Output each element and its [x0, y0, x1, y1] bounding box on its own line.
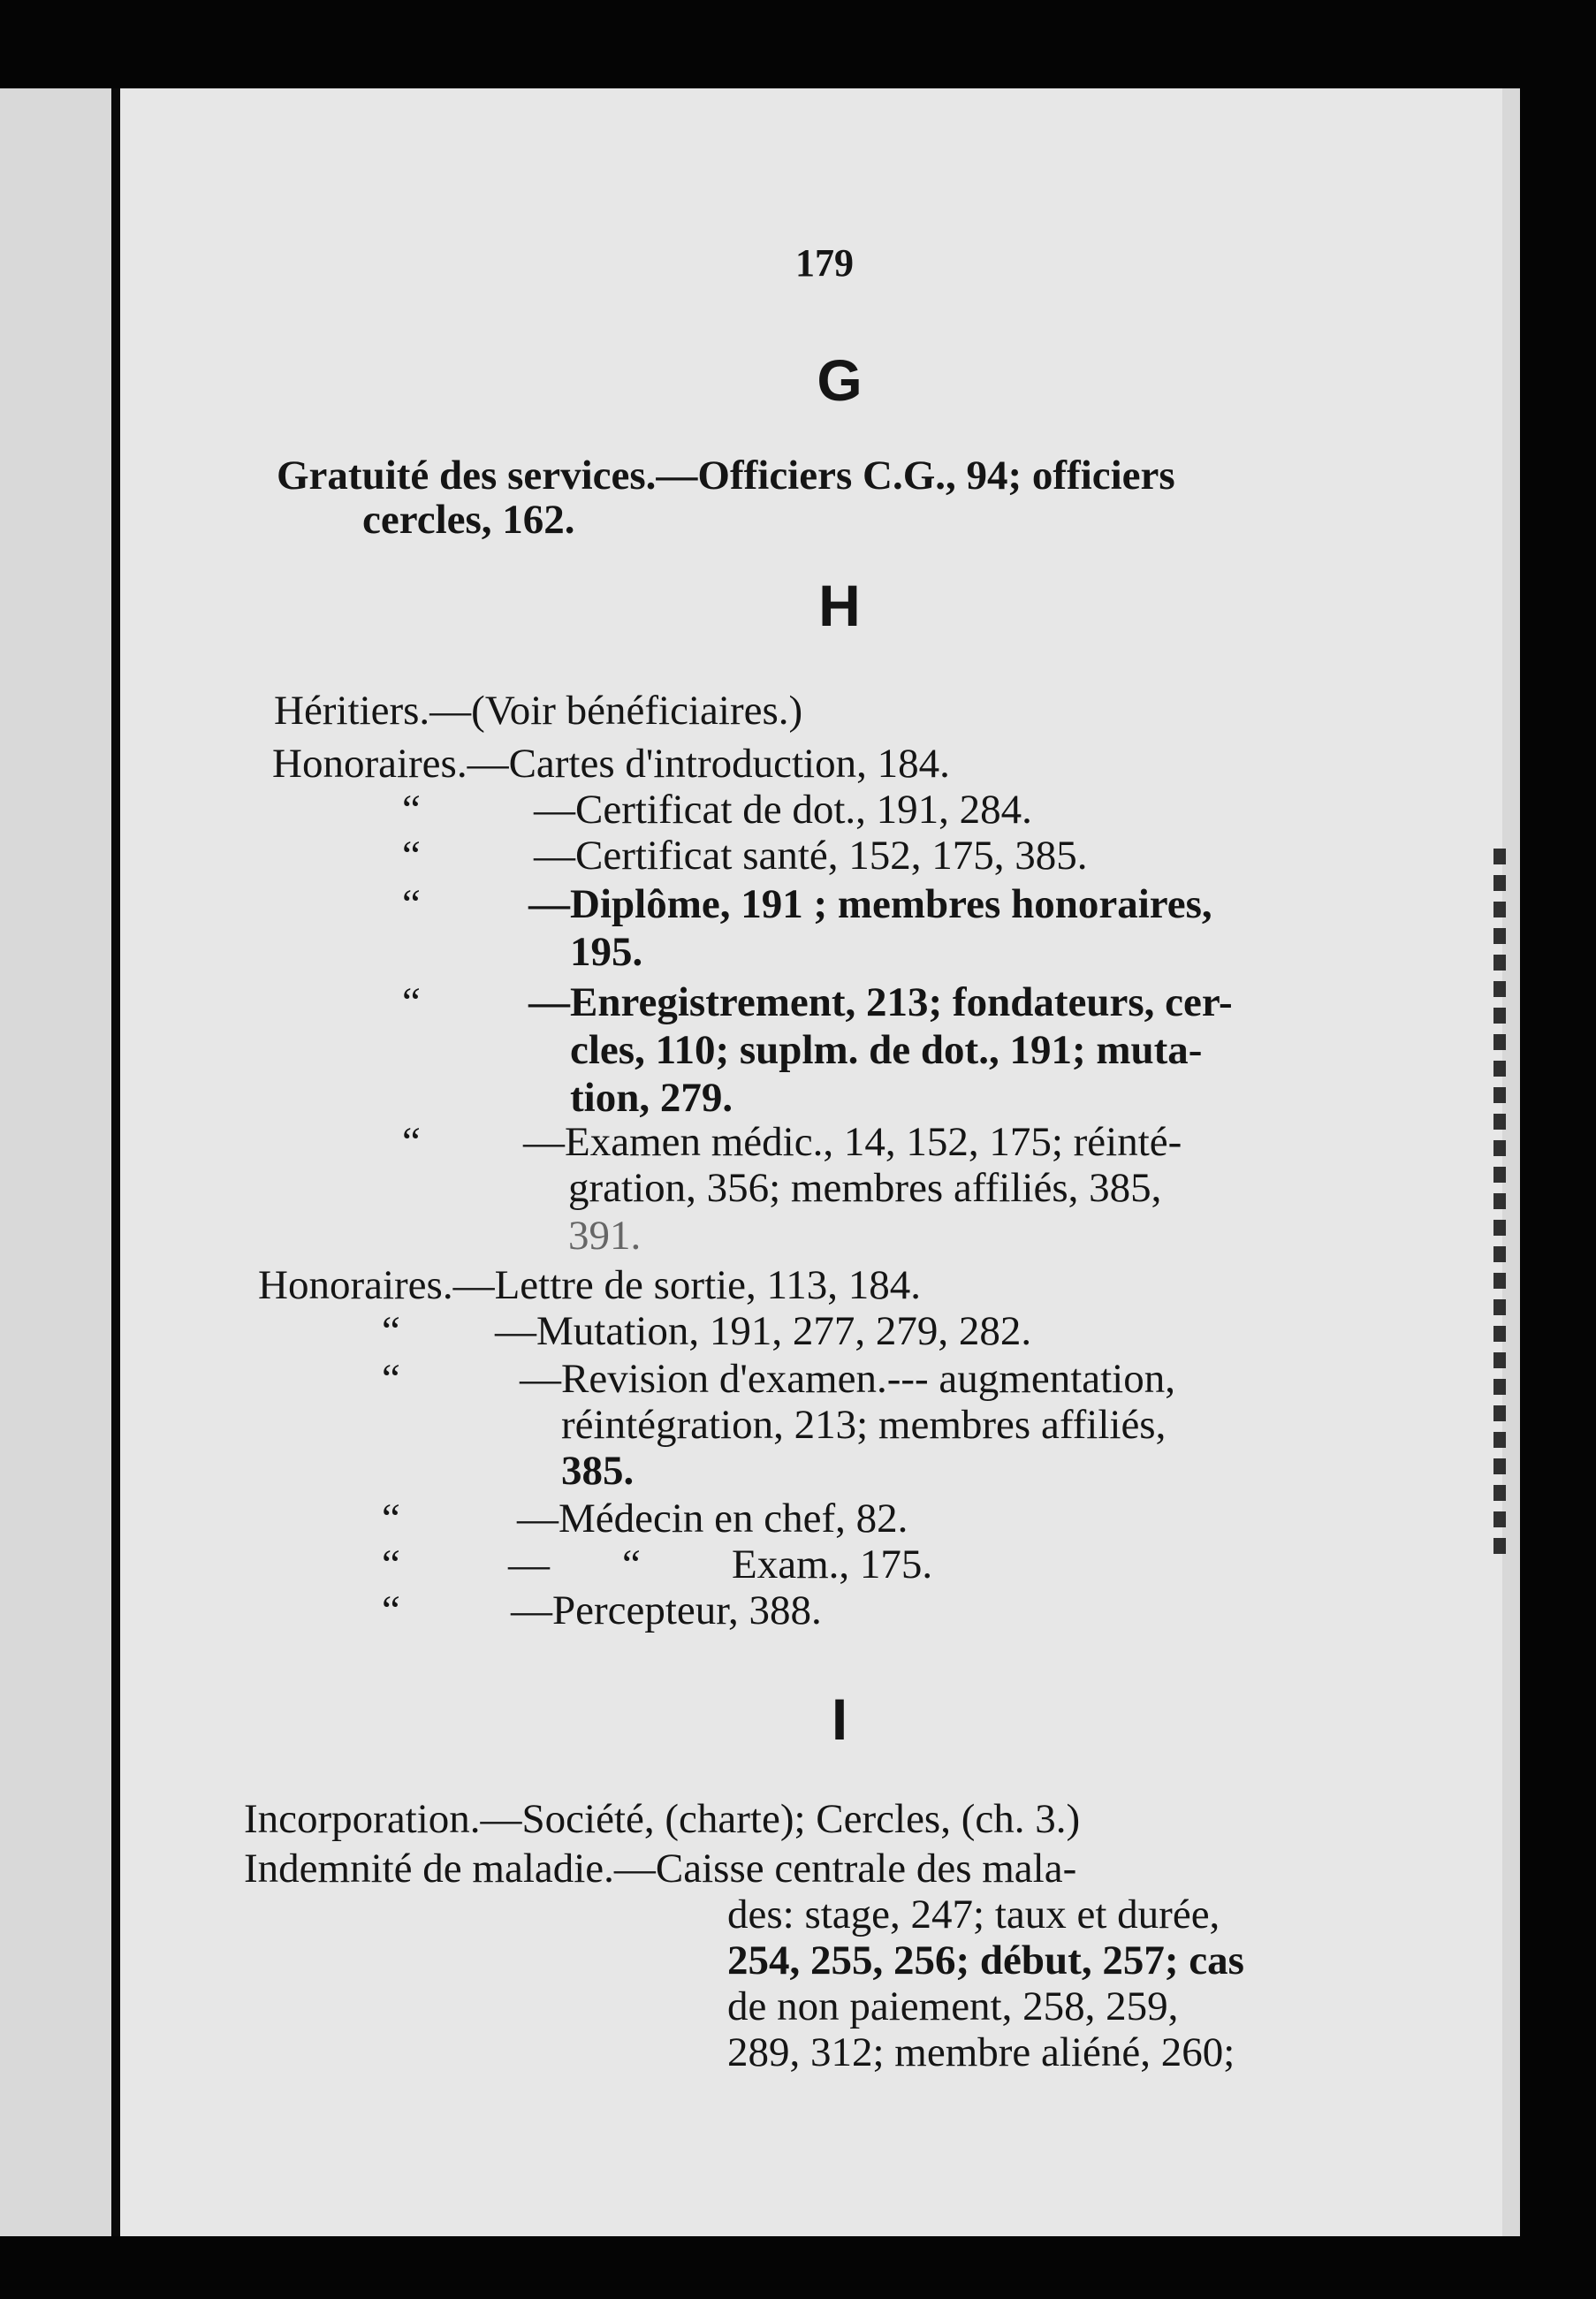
ditto-mark: “	[402, 833, 421, 879]
ditto-mark: “	[402, 1119, 421, 1165]
entry-revision-line-1: —Revision d'examen.--- augmentation,	[520, 1356, 1175, 1402]
page-number: 179	[795, 241, 854, 285]
section-letter-g: G	[817, 347, 863, 413]
ditto-mark: “	[382, 1308, 400, 1354]
entry-incorporation: Incorporation.—Société, (charte); Cercles, (ch. 3.)	[244, 1796, 1081, 1842]
entry-honoraires-cartes: Honoraires.—Cartes d'introduction, 184.	[272, 741, 950, 787]
entry-indemnite-line-3: 254, 255, 256; début, 257; cas	[727, 1937, 1244, 1983]
entry-enregistrement-line-3: tion, 279.	[570, 1075, 733, 1121]
entry-enregistrement-line-1: —Enregistrement, 213; fondateurs, cer-	[528, 979, 1233, 1025]
entry-revision-line-3: 385.	[561, 1448, 635, 1494]
dash-mark: —	[508, 1542, 550, 1587]
ditto-mark: “	[402, 979, 421, 1025]
entry-exam: Exam., 175.	[732, 1542, 933, 1587]
entry-mutation: —Mutation, 191, 277, 279, 282.	[495, 1308, 1032, 1354]
entry-examen-line-1: —Examen médic., 14, 152, 175; réinté-	[523, 1119, 1182, 1165]
section-letter-h: H	[818, 573, 861, 638]
entry-indemnite-line-4: de non paiement, 258, 259,	[727, 1983, 1179, 2029]
ditto-mark: “	[382, 1542, 400, 1587]
entry-enregistrement-line-2: cles, 110; suplm. de dot., 191; muta-	[570, 1027, 1203, 1073]
entry-honoraires-lettre: Honoraires.—Lettre de sortie, 113, 184.	[258, 1262, 922, 1308]
entry-gratuite-line-1: Gratuité des services.—Officiers C.G., 94; officiers	[277, 453, 1175, 499]
left-page-edge	[0, 88, 113, 2236]
entry-certificat-sante: —Certificat santé, 152, 175, 385.	[534, 833, 1088, 879]
entry-diplome-line-2: 195.	[570, 929, 643, 975]
entry-examen-line-3: 391.	[568, 1213, 642, 1259]
entry-revision-line-2: réintégration, 213; membres affiliés,	[561, 1402, 1167, 1448]
ditto-mark: “	[402, 881, 421, 927]
entry-examen-line-2: gration, 356; membres affiliés, 385,	[568, 1165, 1162, 1211]
page-edge-marks	[1493, 849, 1506, 1556]
entry-gratuite-line-2: cercles, 162.	[362, 497, 575, 543]
entry-indemnite-line-5: 289, 312; membre aliéné, 260;	[727, 2029, 1235, 2075]
entry-indemnite-line-1: Indemnité de maladie.—Caisse centrale des mala-	[244, 1846, 1077, 1892]
page-gutter	[111, 88, 120, 2236]
entry-heritiers: Héritiers.—(Voir bénéficiaires.)	[274, 688, 803, 734]
entry-diplome-line-1: —Diplôme, 191 ; membres honoraires,	[528, 881, 1212, 927]
ditto-mark: “	[382, 1496, 400, 1542]
entry-indemnite-line-2: des: stage, 247; taux et durée,	[727, 1892, 1220, 1937]
ditto-mark: “	[382, 1356, 400, 1402]
ditto-mark: “	[622, 1542, 641, 1587]
section-letter-i: I	[831, 1686, 848, 1752]
ditto-mark: “	[402, 787, 421, 833]
ditto-mark: “	[382, 1587, 400, 1633]
entry-medecin: —Médecin en chef, 82.	[517, 1496, 908, 1542]
entry-certificat-dot: —Certificat de dot., 191, 284.	[534, 787, 1032, 833]
entry-percepteur: —Percepteur, 388.	[511, 1587, 822, 1633]
